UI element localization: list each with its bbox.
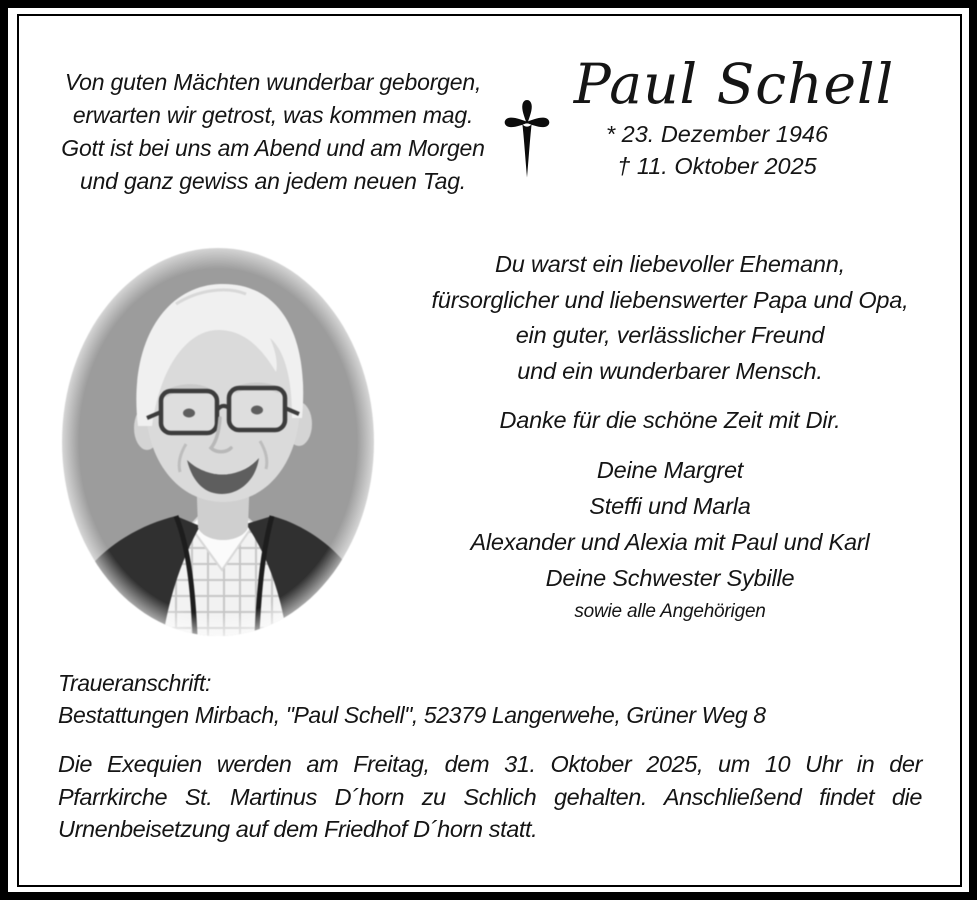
tribute-line: ein guter, verlässlicher Freund bbox=[515, 322, 825, 348]
tribute-text bbox=[388, 247, 952, 627]
tribute-line: Du warst ein liebevoller Ehemann, bbox=[495, 251, 845, 277]
deceased-name: Paul Schell bbox=[573, 52, 895, 116]
funeral-notice: Die Exequien werden am Freitag, dem 31. Oktober 2025, um 10 Uhr in der Pfarrkirche St. Martinus D´horn zu Schlich gehalten. Anschließend findet die Urnenbeisetzung auf dem Friedhof D´horn statt. bbox=[58, 751, 922, 842]
death-date: † 11. Oktober 2025 bbox=[617, 153, 817, 179]
mourner-line: Deine Margret bbox=[596, 456, 744, 483]
mourning-address-label: Traueranschrift: bbox=[58, 670, 211, 696]
mourning-address-line: Bestattungen Mirbach, "Paul Schell", 52379 Langerwehe, Grüner Weg 8 bbox=[58, 702, 766, 728]
portrait-vignette bbox=[40, 220, 396, 664]
mourners-suffix: sowie alle Angehörigen bbox=[574, 600, 766, 622]
life-dates bbox=[528, 118, 940, 182]
verse-line: und ganz gewiss an jedem neuen Tag. bbox=[80, 168, 466, 194]
birth-date: * 23. Dezember 1946 bbox=[605, 121, 829, 147]
mourner-line: Deine Schwester Sybille bbox=[545, 564, 795, 591]
opening-verse bbox=[30, 66, 516, 198]
thanks-line: Danke für die schöne Zeit mit Dir. bbox=[499, 407, 841, 433]
verse-line: Von guten Mächten wunderbar geborgen, bbox=[64, 69, 482, 95]
mourner-line: Steffi und Marla bbox=[589, 492, 751, 519]
mourning-address bbox=[58, 667, 938, 731]
header-name-block bbox=[528, 52, 940, 182]
mourner-line: Alexander und Alexia mit Paul und Karl bbox=[470, 528, 870, 555]
verse-line: Gott ist bei uns am Abend und am Morgen bbox=[61, 135, 485, 161]
mourners-list bbox=[388, 452, 952, 627]
tribute-line: fürsorglicher und liebenswerter Papa und Opa, bbox=[431, 286, 909, 313]
verse-line: erwarten wir getrost, was kommen mag. bbox=[72, 102, 474, 128]
portrait-photo bbox=[40, 220, 396, 664]
tribute-line: und ein wunderbarer Mensch. bbox=[517, 357, 823, 384]
